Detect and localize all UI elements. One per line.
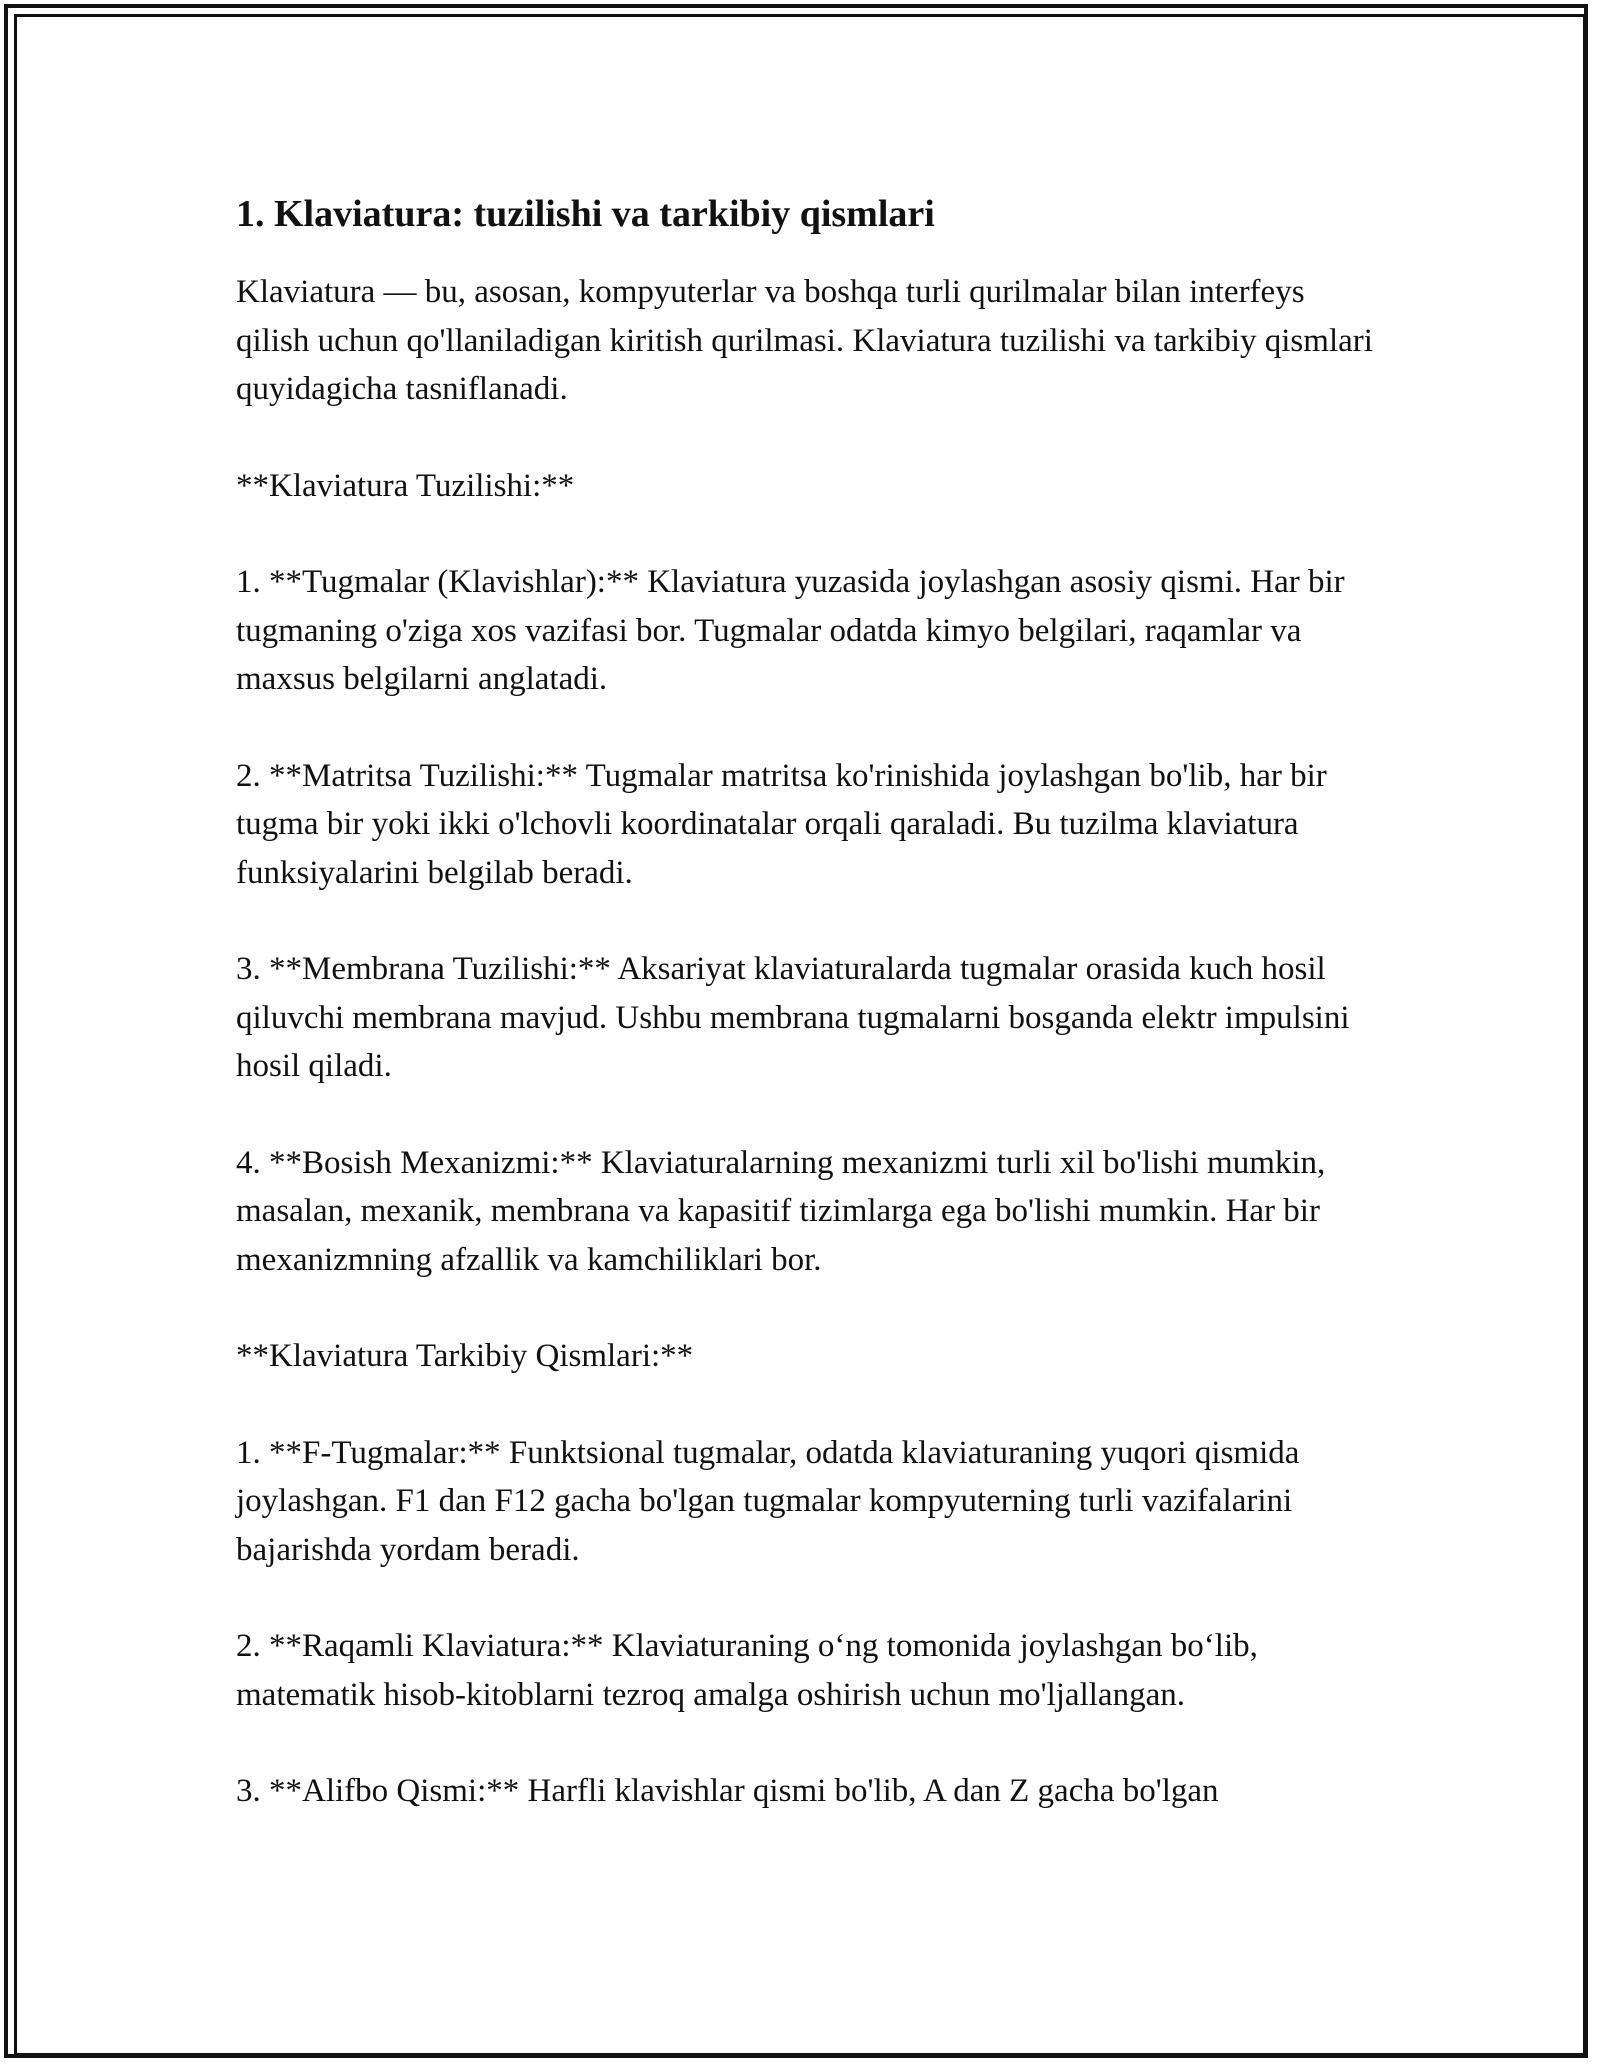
- list-item-f-tugmalar: 1. **F-Tugmalar:** Funktsional tugmalar, odatda klaviaturaning yuqori qismida joylashgan. F1 dan F12 gacha bo'lgan tugmalar kompyuterning turli vazifalarini bajarishda yordam beradi.: [236, 1434, 1300, 1568]
- document-body: [236, 186, 1386, 1816]
- list-item-membrana: 3. **Membrana Tuzilishi:** Aksariyat klaviaturalarda tugmalar orasida kuch hosil qiluvchi membrana mavjud. Ushbu membrana tugmalarni bosganda elektr impulsini hosil qiladi.: [236, 951, 1350, 1084]
- list-item-tugmalar: 1. **Tugmalar (Klavishlar):** Klaviatura yuzasida joylashgan asosiy qismi. Har bir tugmaning o'ziga xos vazifasi bor. Tugmalar odatda kimyo belgilari, raqamlar va maxsus belgilarni anglatadi.: [236, 564, 1345, 697]
- section-heading-tuzilishi: **Klaviatura Tuzilishi:**: [236, 467, 575, 504]
- paragraph-intro: Klaviatura — bu, asosan, kompyuterlar va boshqa turli qurilmalar bilan interfeys qilish uchun qo'llaniladigan kiritish qurilmasi. Klaviatura tuzilishi va tarkibiy qismlari quyidagicha tasniflanadi.: [236, 274, 1373, 407]
- list-item-bosish-mexanizmi: 4. **Bosish Mexanizmi:** Klaviaturalarning mexanizmi turli xil bo'lishi mumkin, masalan, mexanik, membrana va kapasitif tizimlarga ega bo'lishi mumkin. Har bir mexanizmning afzallik va kamchiliklari bor.: [236, 1144, 1326, 1278]
- list-item-raqamli-klaviatura: 2. **Raqamli Klaviatura:** Klaviaturaning oʻng tomonida joylashgan boʻlib, matematik hisob-kitoblarni tezroq amalga oshirish uchun mo'ljallangan.: [236, 1628, 1258, 1713]
- list-item-matritsa: 2. **Matritsa Tuzilishi:** Tugmalar matritsa ko'rinishida joylashgan bo'lib, har bir tugma bir yoki ikki o'lchovli koordinatalar orqali qaraladi. Bu tuzilma klaviatura funksiyalarini belgilab beradi.: [236, 757, 1327, 891]
- document-title: 1. Klaviatura: tuzilishi va tarkibiy qismlari: [236, 193, 935, 235]
- list-item-alifbo-qismi: 3. **Alifbo Qismi:** Harfli klavishlar qismi bo'lib, A dan Z gacha bo'lgan: [236, 1773, 1219, 1809]
- section-heading-tarkibiy-qismlari: **Klaviatura Tarkibiy Qismlari:**: [236, 1338, 694, 1374]
